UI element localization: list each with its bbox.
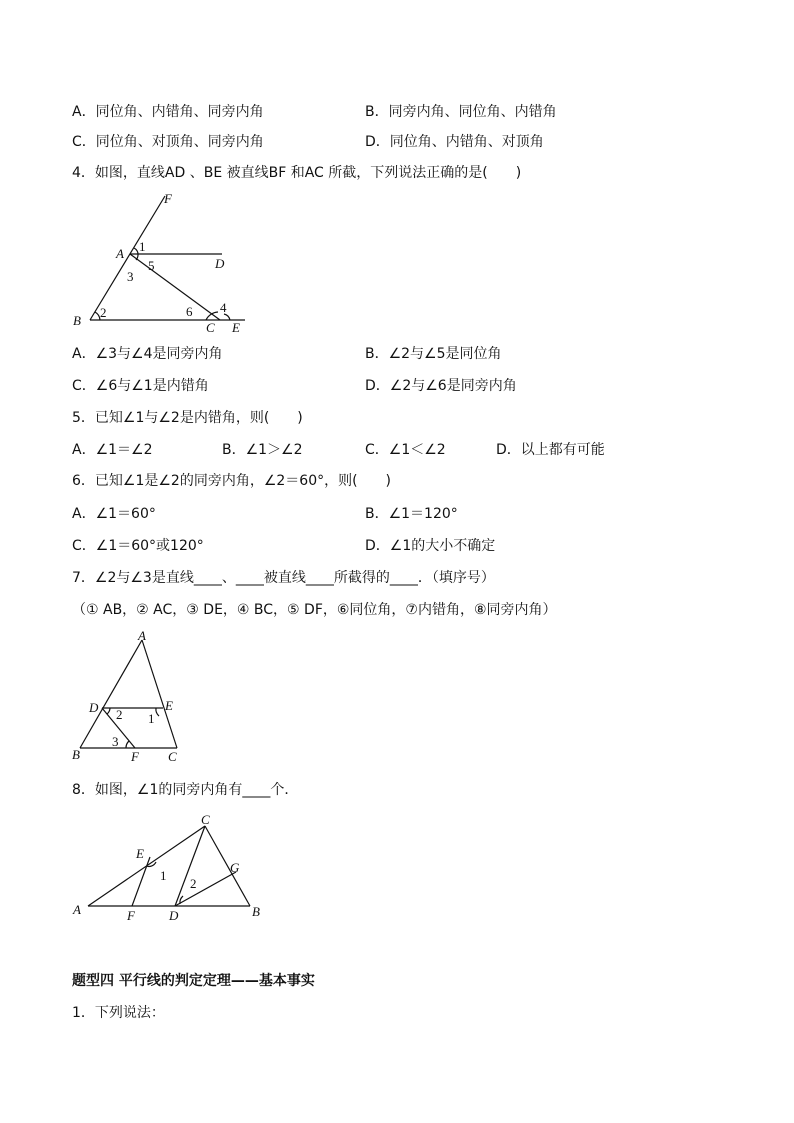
q5-option-d: D．以上都有可能: [496, 442, 605, 458]
q3-option-b: B．同旁内角、同位角、内错角: [365, 104, 557, 120]
label-G: G: [230, 860, 240, 875]
q4-option-c: C．∠6与∠1是内错角: [72, 378, 209, 394]
q8-stem: 8．如图，∠1的同旁内角有____个．: [72, 782, 299, 798]
q4-option-b: B．∠2与∠5是同位角: [365, 346, 502, 362]
line-cd: [175, 826, 205, 906]
q5-option-a: A．∠1＝∠2: [72, 442, 153, 458]
label-1: 1: [139, 239, 146, 254]
label-D: D: [89, 700, 99, 715]
label-D: D: [215, 256, 225, 271]
q5-option-b: B．∠1＞∠2: [222, 442, 303, 458]
arc-1: [156, 708, 159, 716]
section-title: 题型四 平行线的判定定理——基本事实: [72, 973, 315, 989]
label-2: 2: [100, 305, 107, 320]
section-q1-stem: 1．下列说法：: [72, 1005, 165, 1021]
label-B: B: [73, 313, 81, 328]
line-ac: [130, 254, 220, 320]
q3-option-d: D．同位角、内错角、对顶角: [365, 134, 544, 150]
label-F: F: [127, 908, 135, 923]
q3-option-a: A．同位角、内错角、同旁内角: [72, 104, 264, 120]
q6-stem: 6．已知∠1是∠2的同旁内角，∠2＝60°，则( ): [72, 473, 392, 489]
q5-option-c: C．∠1＜∠2: [365, 442, 446, 458]
label-A: A: [116, 246, 124, 261]
q6-option-d: D．∠1的大小不确定: [365, 538, 496, 554]
label-1: 1: [148, 711, 155, 726]
label-3: 3: [112, 734, 119, 749]
label-C: C: [206, 320, 215, 335]
label-F: F: [131, 749, 139, 764]
line-dg: [175, 872, 236, 906]
label-2: 2: [116, 707, 123, 722]
q8-figure: [70, 810, 270, 925]
q6-option-c: C．∠1＝60°或120°: [72, 538, 204, 554]
label-D: D: [169, 908, 179, 923]
arc-3: [126, 741, 129, 748]
label-1: 1: [160, 868, 167, 883]
q7-stem: 7．∠2与∠3是直线____、____被直线____所截得的____．（填序号）: [72, 570, 495, 586]
label-B: B: [252, 904, 260, 919]
q7-choices: （① AB，② AC，③ DE，④ BC，⑤ DF，⑥同位角，⑦内错角，⑧同旁内角）: [72, 602, 557, 618]
arc-2: [107, 708, 110, 714]
q6-option-b: B．∠1＝120°: [365, 506, 458, 522]
label-F: F: [164, 191, 172, 206]
line-ab: [80, 640, 142, 748]
q3-option-c: C．同位角、对顶角、同旁内角: [72, 134, 264, 150]
label-6: 6: [186, 304, 193, 319]
label-B: B: [72, 747, 80, 762]
arc-6: [206, 312, 218, 320]
q7-figure: [70, 628, 190, 768]
label-2: 2: [190, 876, 197, 891]
q4-option-a: A．∠3与∠4是同旁内角: [72, 346, 223, 362]
label-E: E: [136, 846, 144, 861]
q4-option-d: D．∠2与∠6是同旁内角: [365, 378, 517, 394]
q5-stem: 5．已知∠1与∠2是内错角，则( ): [72, 410, 303, 426]
label-3: 3: [127, 269, 134, 284]
line-cb: [205, 826, 250, 906]
label-C: C: [168, 749, 177, 764]
label-5: 5: [148, 258, 155, 273]
line-ef: [132, 857, 150, 906]
label-A: A: [73, 902, 81, 917]
q4-figure: [60, 188, 260, 338]
label-C: C: [201, 812, 210, 827]
line-ac: [142, 640, 177, 748]
q6-option-a: A．∠1＝60°: [72, 506, 156, 522]
q4-stem: 4．如图，直线AD 、BE 被直线BF 和AC 所截，下列说法正确的是( ): [72, 165, 522, 181]
label-E: E: [232, 320, 240, 335]
label-4: 4: [220, 300, 227, 315]
label-A: A: [138, 628, 146, 643]
label-E: E: [165, 698, 173, 713]
